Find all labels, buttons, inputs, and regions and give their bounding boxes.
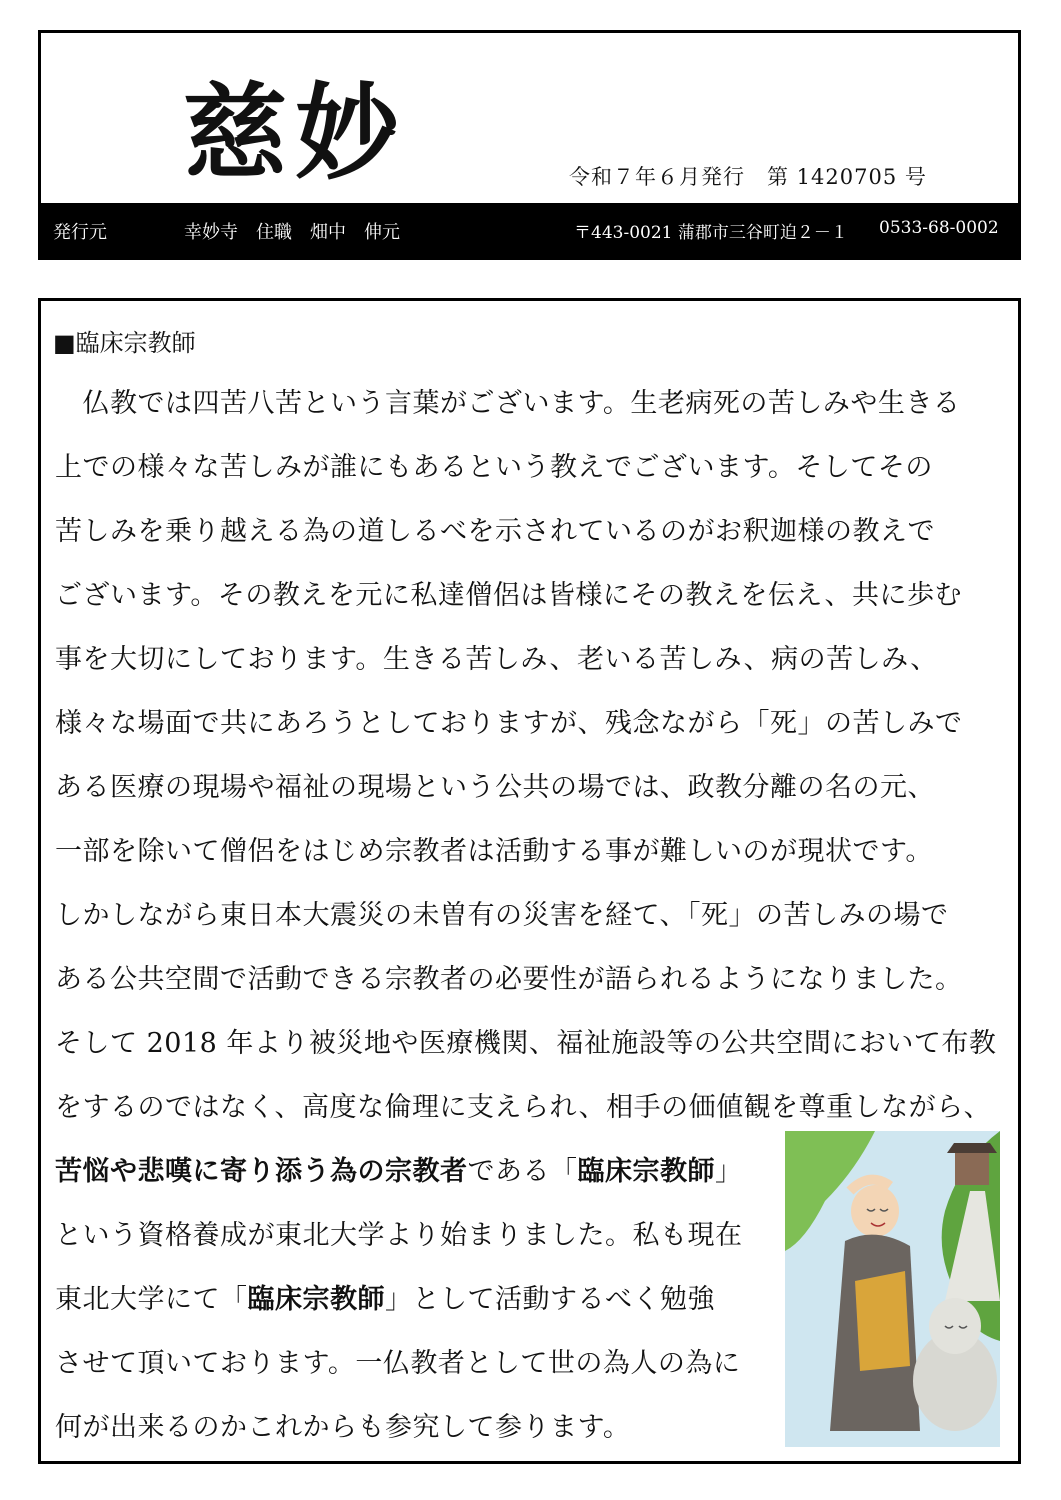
issue-number: 第 1420705 号 — [767, 165, 927, 189]
article-line: 東北大学にて「臨床宗教師」として活動するべく勉強 — [55, 1284, 715, 1315]
bold-term: 臨床宗教師 — [577, 1156, 715, 1187]
article-line: ある医療の現場や福祉の現場という公共の場では、政教分離の名の元、 — [55, 772, 935, 803]
publisher-phone: 0533-68-0002 — [879, 218, 999, 238]
article-box — [38, 298, 1021, 1464]
article-line: 事を大切にしております。生きる苦しみ、老いる苦しみ、病の苦しみ、 — [55, 644, 938, 675]
issue-date: 令和７年６月発行 — [569, 165, 745, 189]
article-line: させて頂いております。一仏教者として世の為人の為に — [55, 1348, 741, 1379]
bold-phrase: 苦悩や悲嘆に寄り添う為の宗教者 — [55, 1156, 468, 1187]
jizo-head — [929, 1298, 981, 1354]
publisher-name: 幸妙寺 住職 畑中 伸元 — [184, 222, 400, 243]
article-line: ございます。その教えを元に私達僧侶は皆様にその教えを伝え、共に歩む — [55, 580, 962, 611]
article-line: 何が出来るのかこれからも参究して参ります。 — [55, 1412, 631, 1443]
newsletter-header — [38, 30, 1021, 260]
article-line: 仏教では四苦八苦という言葉がございます。生老病死の苦しみや生きる — [55, 388, 961, 419]
monk-kesa — [855, 1271, 910, 1371]
publisher-label: 発行元 — [53, 222, 107, 243]
publisher-bar — [41, 203, 1018, 257]
article-line: そして 2018 年より被災地や医療機関、福祉施設等の公共空間において布教 — [55, 1028, 997, 1059]
publisher-address: 〒443-0021 蒲郡市三谷町迫２－１ — [574, 223, 848, 243]
article-line: ある公共空間で活動できる宗教者の必要性が語られるようになりました。 — [55, 964, 963, 995]
bold-term: 臨床宗教師 — [247, 1284, 385, 1315]
article-line: をするのではなく、高度な倫理に支えられ、相手の価値観を尊重しながら、 — [55, 1092, 992, 1123]
article-line: 一部を除いて僧侶をはじめ宗教者は活動する事が難しいのが現状です。 — [55, 836, 933, 867]
issue-info — [569, 161, 927, 191]
article-heading: ■臨床宗教師 — [53, 329, 196, 357]
temple-gate — [955, 1151, 989, 1185]
monk-illustration — [785, 1131, 1000, 1447]
monk-head — [851, 1185, 899, 1237]
article-line: しかしながら東日本大震災の未曽有の災害を経て、「死」の苦しみの場で — [55, 900, 949, 931]
article-line: という資格養成が東北大学より始まりました。私も現在 — [55, 1220, 743, 1251]
newsletter-title: 慈妙 — [183, 72, 408, 194]
article-line: 苦悩や悲嘆に寄り添う為の宗教者である「臨床宗教師」 — [55, 1156, 743, 1187]
article-line: 苦しみを乗り越える為の道しるべを示されているのがお釈迦様の教えで — [55, 516, 935, 547]
article-line: 上での様々な苦しみが誰にもあるという教えでございます。そしてその — [55, 452, 933, 483]
article-line: 様々な場面で共にあろうとしておりますが、残念ながら「死」の苦しみで — [55, 708, 963, 739]
